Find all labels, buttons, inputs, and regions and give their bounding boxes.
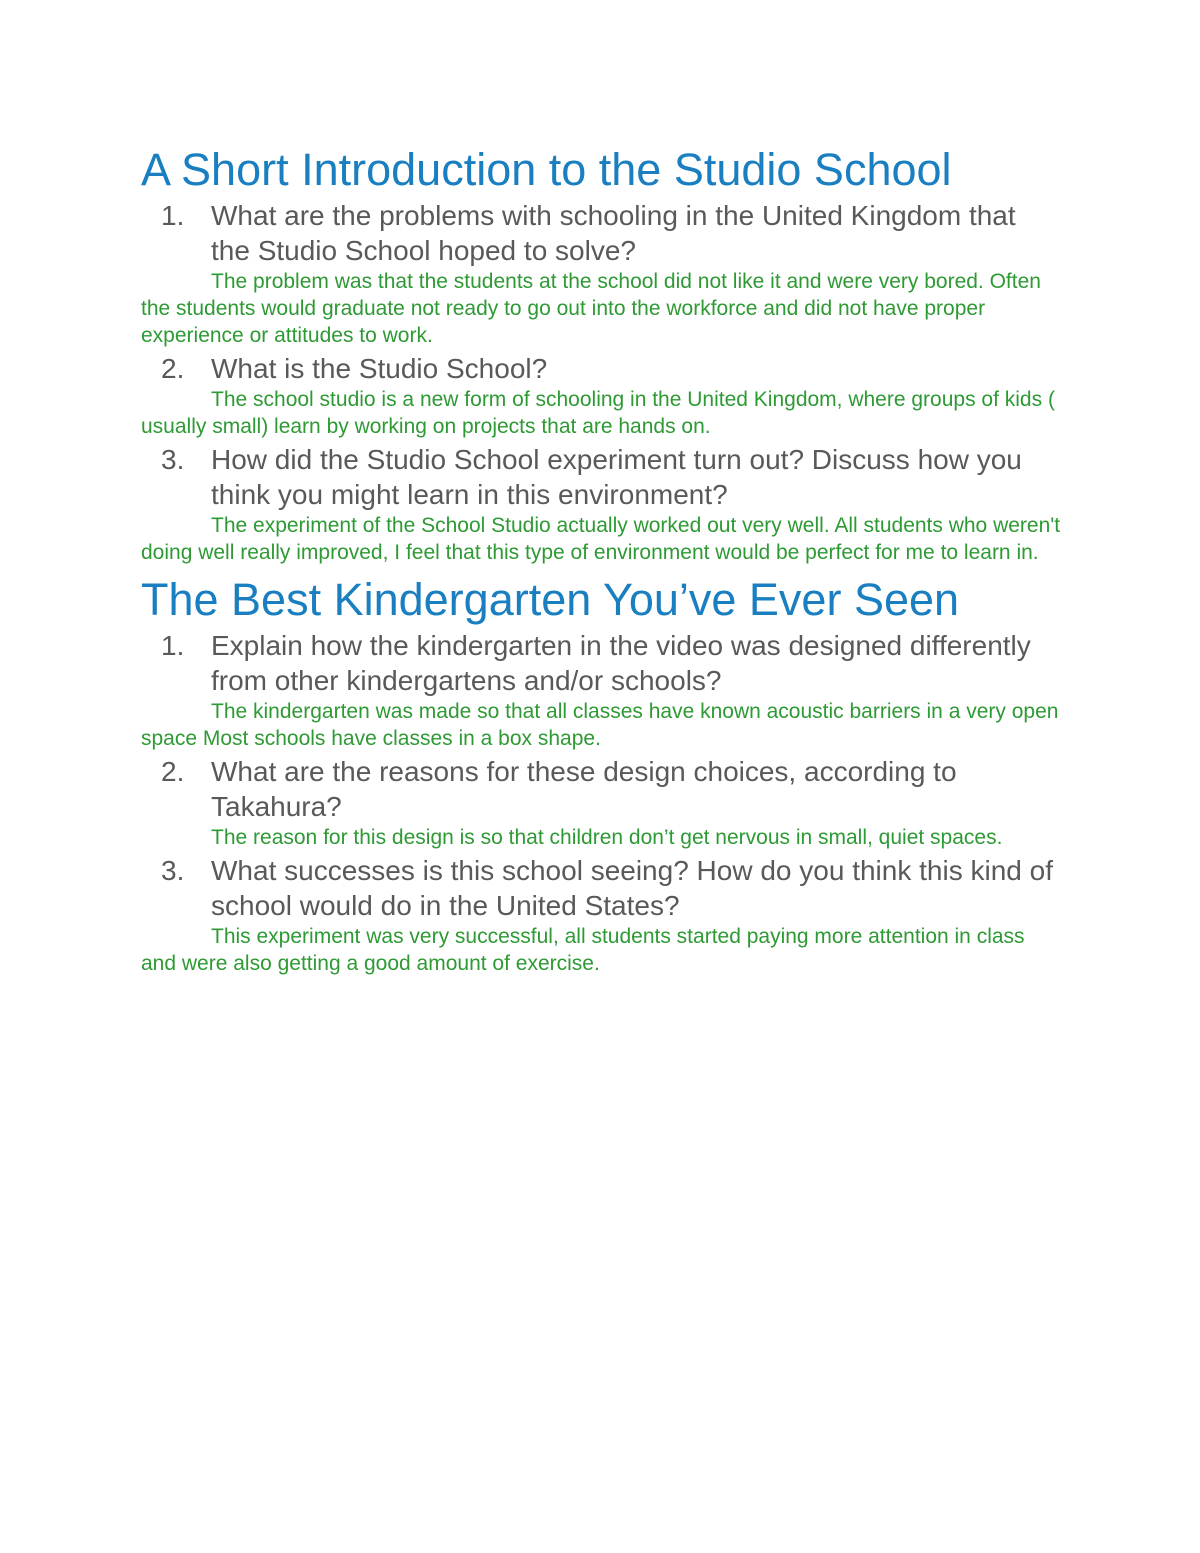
question (141, 754, 1061, 824)
question-item (141, 351, 1061, 440)
answer-text: The reason for this design is so that children don’t get nervous in small, quiet spaces. (211, 826, 1003, 849)
section-title: A Short Introduction to the Studio School (141, 144, 952, 195)
section-studio-school (141, 142, 1061, 566)
answer-text: The experiment of the School Studio actually worked out very well. All students who weren't doing well really improved, I feel that this type of environment would be perfect for me to learn in. (141, 514, 1061, 564)
question-text: What are the problems with schooling in the United Kingdom that the Studio School hoped to solve? (211, 200, 1016, 266)
question-item (141, 198, 1061, 349)
question-item (141, 754, 1061, 851)
question-number: 2. (161, 353, 185, 384)
answer-text: The kindergarten was made so that all classes have known acoustic barriers in a very open space Most schools have classes in a box shape. (141, 700, 1059, 750)
question-item (141, 853, 1061, 977)
question (141, 628, 1061, 698)
question (141, 853, 1061, 923)
question-text: What is the Studio School? (211, 353, 548, 384)
question-item (141, 628, 1061, 752)
question-number: 3. (161, 855, 185, 886)
answer-text: The school studio is a new form of schooling in the United Kingdom, where groups of kids ( usually small) learn by working on projects that are hands on. (141, 388, 1055, 438)
question-text: What are the reasons for these design choices, according to Takahura? (211, 756, 957, 822)
question-item (141, 442, 1061, 566)
answer-text: This experiment was very successful, all students started paying more attention in class and were also getting a good amount of exercise. (141, 925, 1025, 975)
question-number: 1. (161, 200, 185, 231)
question-number: 3. (161, 444, 185, 475)
question-text: What successes is this school seeing? How do you think this kind of school would do in the United States? (211, 855, 1053, 921)
answer-text: The problem was that the students at the school did not like it and were very bored. Often the students would graduate not ready to go out into the workforce and did not have proper experience or attitudes to work. (141, 270, 1041, 347)
question-text: Explain how the kindergarten in the video was designed differently from other kindergartens and/or schools? (211, 630, 1031, 696)
section-title: The Best Kindergarten You’ve Ever Seen (141, 574, 960, 625)
question (141, 351, 1061, 386)
question (141, 198, 1061, 268)
question-list (141, 628, 1061, 977)
question-number: 1. (161, 630, 185, 661)
question (141, 442, 1061, 512)
question-number: 2. (161, 756, 185, 787)
section-kindergarten (141, 572, 1061, 977)
document-page (141, 142, 1061, 979)
question-list (141, 198, 1061, 566)
question-text: How did the Studio School experiment turn out? Discuss how you think you might learn in this environment? (211, 444, 1022, 510)
